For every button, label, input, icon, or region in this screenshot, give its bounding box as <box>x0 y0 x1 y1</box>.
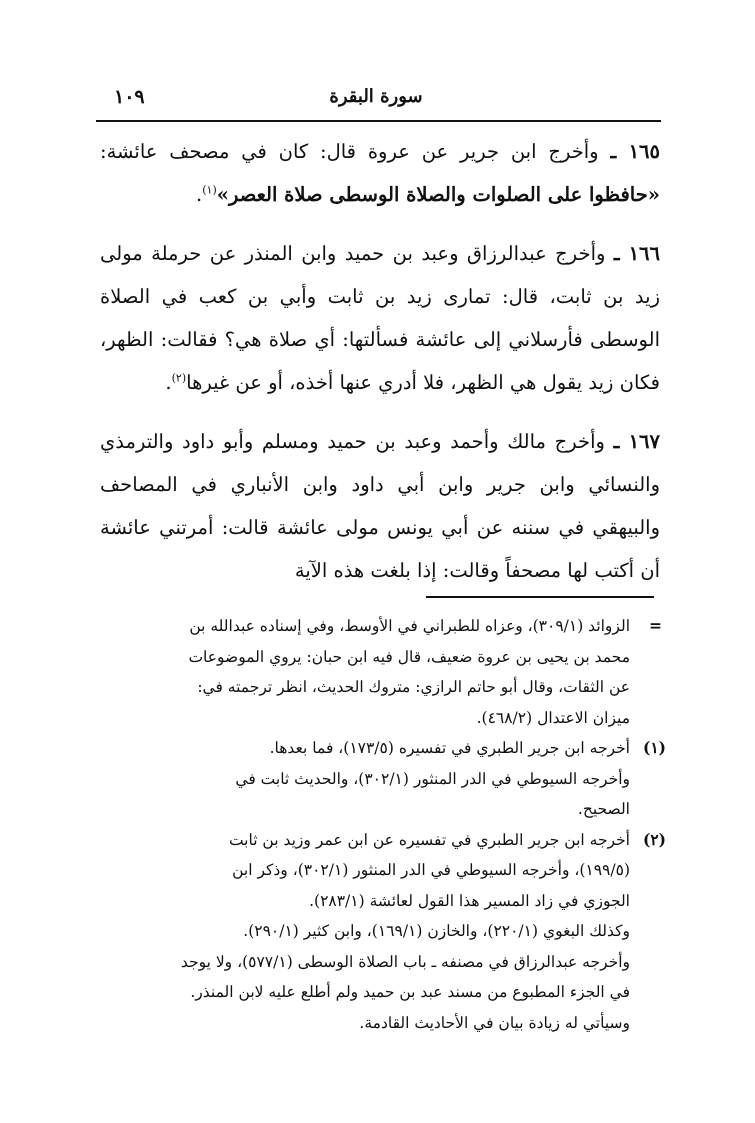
footnote-mark: (١) <box>642 738 666 757</box>
surah-title: سورة البقرة <box>329 86 423 107</box>
period: . <box>196 183 203 206</box>
footnote-continuation <box>100 611 660 733</box>
footnote-line: أخرجه ابن جرير الطبري في تفسيره عن ابن عمر وزيد بن ثابت <box>228 830 630 849</box>
footnote-ref: (٢) <box>171 371 187 385</box>
hadith-number: ١٦٧ ـ <box>613 430 660 453</box>
footnote-line: ميزان الاعتدال (٤٦٨/٢). <box>476 708 630 727</box>
footnote-2 <box>100 825 666 1039</box>
page-number: ١٠٩ <box>114 86 145 108</box>
page-header <box>96 86 656 116</box>
hadith-text: وأخرج عبدالرزاق وعبد بن حميد وابن المنذر عن حرملة مولى زيد بن ثابت، قال: تمارى زيد بن ثابت وأبي بن كعب في الصلاة الوسطى فأرسلاني إلى عائشة فسألتها: أي صلاة هي؟ فقالت: الظهر، فكان زيد يقول هي الظهر، فلا أدري عنها أخذه، أو عن غيرها <box>100 242 660 394</box>
hadith-text: وأخرج ابن جرير عن عروة قال: كان في مصحف عائشة: <box>100 140 599 163</box>
header-rule <box>96 120 661 122</box>
footnote-line: وأخرجه عبدالرزاق في مصنفه ـ باب الصلاة الوسطى (٥٧٧/١)، ولا يوجد <box>180 952 630 971</box>
footnote-line: (١٩٩/٥)، وأخرجه السيوطي في الدر المنثور (٣٠٢/١)، وذكر ابن <box>232 861 630 879</box>
footnote-line: في الجزء المطبوع من مسند عبد بن حميد ولم أطلع عليه لابن المنذر. <box>190 983 630 1001</box>
footnote-line: عن الثقات، وقال أبو حاتم الرازي: متروك الحديث، انظر ترجمته في: <box>197 678 630 696</box>
main-text <box>100 130 660 592</box>
footnote-line: محمد بن يحيى بن عروة ضعيف، قال فيه ابن حبان: يروي الموضوعات <box>188 647 630 666</box>
hadith-number: ١٦٥ ـ <box>610 140 660 163</box>
footnote-mark: (٢) <box>642 829 666 849</box>
footnote-ref: (١) <box>202 183 217 197</box>
hadith-167 <box>100 420 660 592</box>
continuation-mark: = <box>649 616 662 635</box>
hadith-text: وأخرج مالك وأحمد وعبد بن حميد ومسلم وأبو داود والترمذي والنسائي وابن جرير وابن أبي داود وابن الأنباري في المصاحف والبيهقي في سننه عن أبي يونس مولى عائشة قالت: أمرتني عائشة أن أكتب لها مصحفاً وقالت: إذا بلغت هذه الآية <box>100 430 660 582</box>
footnote-line: الجوزي في زاد المسير هذا القول لعائشة (٢٨٣/١). <box>309 891 630 910</box>
footnotes <box>100 611 666 1038</box>
footnote-1 <box>100 733 666 825</box>
hadith-165 <box>100 130 660 216</box>
footnote-line: وأخرجه السيوطي في الدر المنثور (٣٠٢/١)، والحديث ثابت في <box>235 769 630 788</box>
quranic-quote: «حافظوا على الصلوات والصلاة الوسطى صلاة العصر» <box>216 183 660 206</box>
footnote-line: الصحيح. <box>577 800 630 818</box>
footnote-line: أخرجه ابن جرير الطبري في تفسيره (١٧٣/٥)، فما بعدها. <box>269 739 630 757</box>
footnote-line: وكذلك البغوي (٢٢٠/١)، والخازن (١٦٩/١)، وابن كثير (٢٩٠/١). <box>243 922 630 940</box>
period: . <box>165 371 172 394</box>
footnote-line: وسيأتي له زيادة بيان في الأحاديث القادمة. <box>359 1013 630 1032</box>
footnote-line: الزوائد (٣٠٩/١)، وعزاه للطبراني في الأوسط، وفي إسناده عبدالله بن <box>189 617 630 635</box>
footnote-separator <box>426 596 654 598</box>
hadith-number: ١٦٦ ـ <box>613 242 660 265</box>
hadith-166 <box>100 232 660 404</box>
